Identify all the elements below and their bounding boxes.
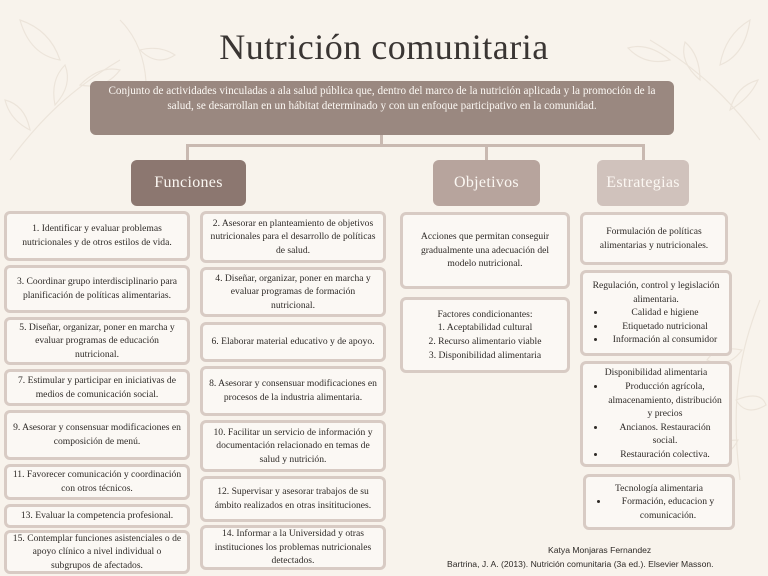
factores-title: Factores condicionantes: (437, 308, 533, 320)
tecnologia-list (591, 495, 727, 522)
funcion-item: 4. Diseñar, organizar, poner en marcha y evaluar programas de formación nutricional. (200, 267, 386, 317)
author-credit: Katya Monjaras Fernandez (548, 545, 652, 555)
regulacion-title: Regulación, control y legislación alimentaria. (592, 279, 720, 305)
regulacion-item: • Calidad e higiene (606, 306, 724, 320)
funcion-item: 15. Contemplar funciones asistenciales o de apoyo clínico a nivel individual o subgrupos de afectados. (4, 530, 190, 574)
disponibilidad-title: Disponibilidad alimentaria (604, 367, 708, 379)
tecnologia-item: • Formación, educacion y comunicación. (609, 495, 727, 522)
funcion-item: 3. Coordinar grupo interdisciplinario para planificación de políticas alimentarias. (4, 265, 190, 313)
regulacion-item: • Información al consumidor (606, 333, 724, 347)
funcion-item: 9. Asesorar y consensuar modificaciones en composición de menú. (4, 410, 190, 460)
formulacion-text: Formulación de políticas alimentarias y nutricionales. (599, 225, 709, 251)
estrategia-disponibilidad (580, 361, 732, 467)
regulacion-item: • Etiquetado nutricional (606, 320, 724, 334)
funcion-item: 10. Facilitar un servicio de información y documentación relacionado en temas de salud y nutrición. (200, 420, 386, 472)
tecnologia-title: Tecnología alimentaria (614, 482, 704, 494)
factor-item: 2. Recurso alimentario viable (428, 336, 542, 347)
funcion-item: 6. Elaborar material educativo y de apoyo. (200, 322, 386, 362)
connector-estrategias (642, 144, 645, 160)
objetivos-header: Objetivos (433, 160, 540, 206)
funcion-item: 7. Estimular y participar en iniciativas de medios de comunicación social. (4, 369, 190, 406)
funcion-item: 8. Asesorar y consensuar modificaciones en procesos de la industria alimentaria. (200, 366, 386, 416)
funcion-item: 5. Diseñar, organizar, poner en marcha y evaluar programas de educación nutricional. (4, 317, 190, 365)
estrategia-formulacion (580, 212, 728, 265)
funciones-header: Funciones (131, 160, 246, 206)
funcion-item: 13. Evaluar la competencia profesional. (4, 504, 190, 528)
reference-citation: Bartrina, J. A. (2013). Nutrición comunitaria (3a ed.). Elsevier Masson. (447, 559, 714, 569)
factor-item: 3. Disponibilidad alimentaria (428, 349, 542, 361)
page-title: Nutrición comunitaria (219, 27, 549, 67)
funcion-item: 12. Supervisar y asesorar trabajos de su ámbito realizados en otras insitituciones. (200, 476, 386, 522)
connector-horizontal (186, 144, 644, 147)
disponibilidad-list (588, 380, 724, 462)
funcion-item: 2. Asesorar en planteamiento de objetivos nutricionales para el desarrollo de políticas de salud. (200, 211, 386, 263)
connector-objetivos (485, 144, 488, 160)
funcion-item: 1. Identificar y evaluar problemas nutricionales y de otros estilos de vida. (4, 211, 190, 261)
funcion-item: 11. Favorecer comunicación y coordinación con otros técnicos. (4, 464, 190, 500)
disponibilidad-item: • Restauración colectiva. (606, 448, 724, 462)
definition-box: Conjunto de actividades vinculadas a ala salud pública que, dentro del marco de la nutrición aplicada y la promoción de la salud, se desarrollan en un hábitat determinado y con un enfoque participativo en la comunidad. (90, 81, 674, 135)
estrategia-regulacion (580, 270, 732, 356)
objetivo-main-text: Acciones que permitan conseguir gradualmente una adecuación del modelo nutricional. (420, 231, 550, 270)
objetivo-main (400, 212, 570, 289)
connector-funciones (186, 144, 189, 160)
disponibilidad-item: • Ancianos. Restauración social. (606, 421, 724, 448)
estrategias-header: Estrategias (597, 160, 689, 206)
funcion-item: 14. Informar a la Universidad y otras instituciones los problemas nutricionales detectados. (200, 525, 386, 570)
factor-item: 1. Aceptabilidad cultural (437, 322, 533, 334)
estrategia-tecnologia (583, 474, 735, 530)
disponibilidad-item: • Producción agrícola, almacenamiento, distribución y precios (606, 380, 724, 421)
regulacion-list (588, 306, 724, 347)
objetivo-factores (400, 297, 570, 373)
